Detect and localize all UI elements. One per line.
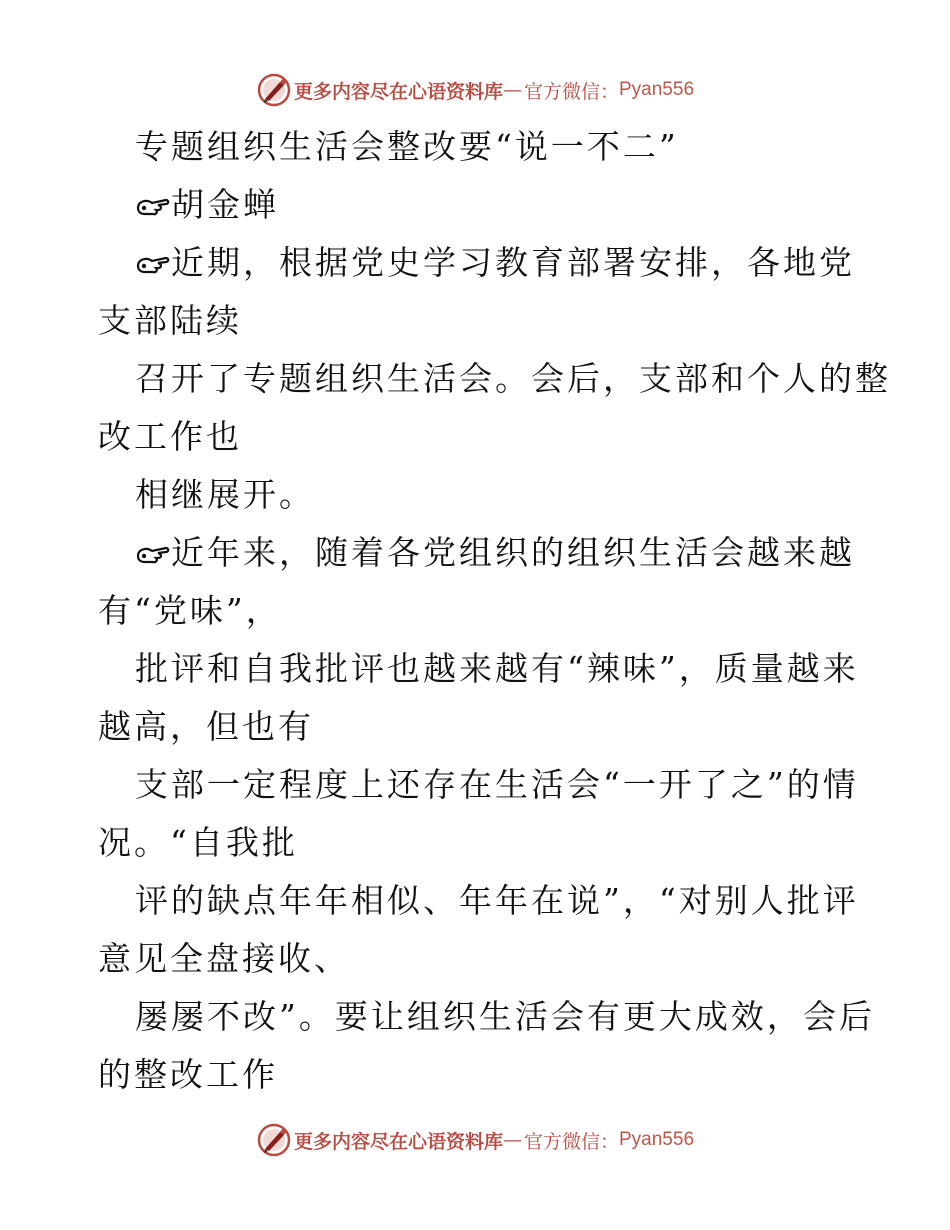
- paragraph-line: 支部陆续: [98, 301, 242, 340]
- paragraph-line: 的整改工作: [98, 1055, 278, 1094]
- banner-brand-text: 更多内容尽在心语资料库: [293, 80, 503, 103]
- author-name: 胡金蝉: [171, 185, 279, 224]
- hand-pointer-bullet-icon: [135, 192, 171, 218]
- footer-banner: [0, 1120, 950, 1160]
- banner-dash: —: [502, 79, 522, 101]
- hand-pointer-bullet-icon: [135, 250, 171, 276]
- banner-brand-text: 更多内容尽在心语资料库: [293, 1130, 503, 1153]
- paragraph-line: 改工作也: [98, 417, 242, 456]
- paragraph-line: 近年来，随着各党组织的组织生活会越来越: [98, 524, 858, 582]
- document-title: 专题组织生活会整改要“说一不二”: [135, 127, 679, 166]
- pen-logo-icon: [256, 72, 292, 108]
- banner-wechat-label: 官方微信：: [523, 80, 619, 103]
- hand-pointer-bullet-icon: [135, 540, 171, 566]
- paragraph-line: 支部一定程度上还存在生活会“一开了之”的情: [135, 765, 859, 804]
- paragraph-line: 近期，根据党史学习教育部署安排，各地党: [98, 234, 858, 292]
- paragraph-line: 相继展开。: [135, 475, 315, 514]
- document-body: [98, 118, 891, 1104]
- banner-dash: —: [502, 1129, 522, 1151]
- paragraph-line: 况。“自我批: [98, 823, 298, 862]
- paragraph-line: 评的缺点年年相似、年年在说”，“对别人批评: [135, 881, 859, 920]
- paragraph-line: 屡屡不改”。要让组织生活会有更大成效，会后: [135, 997, 875, 1036]
- pen-logo-icon: [256, 1122, 292, 1158]
- paragraph-line: 召开了专题组织生活会。会后，支部和个人的整: [135, 359, 891, 398]
- paragraph-line: 意见全盘接收、: [98, 939, 350, 978]
- paragraph-line: 批评和自我批评也越来越有“辣味”，质量越来: [135, 649, 859, 688]
- author-line: [98, 176, 858, 234]
- banner-wechat-label: 官方微信：: [523, 1130, 619, 1153]
- banner-wechat-id: Pyan556: [619, 79, 695, 100]
- header-banner: [0, 70, 950, 110]
- banner-wechat-id: Pyan556: [619, 1129, 695, 1150]
- paragraph-line: 有“党味”，: [98, 591, 282, 630]
- paragraph-line: 越高，但也有: [98, 707, 314, 746]
